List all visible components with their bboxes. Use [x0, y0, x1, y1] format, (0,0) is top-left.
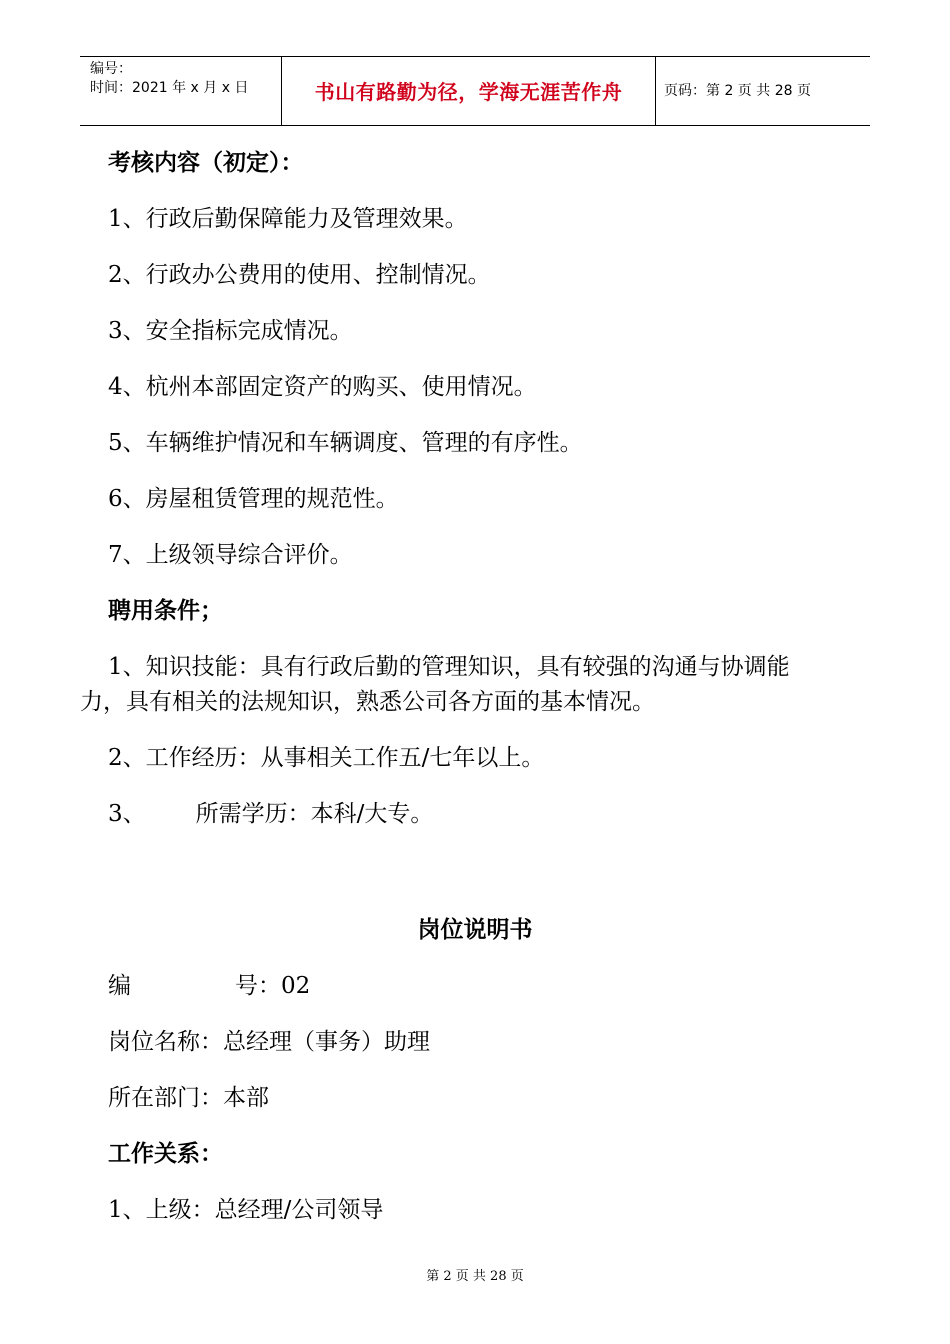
list-item [108, 539, 353, 571]
condition-item [108, 742, 544, 774]
item-text: 、安全指标完成情况。 [122, 318, 353, 344]
item-number: 3 [108, 318, 123, 344]
item-text: 、房屋租赁管理的规范性。 [122, 486, 399, 512]
department-row [108, 1082, 269, 1114]
condition-item [108, 798, 433, 830]
work-relations-heading: 工作关系： [108, 1141, 223, 1167]
item-number: 3 [108, 801, 123, 827]
item-text: 、车辆维护情况和车辆调度、管理的有序性。 [122, 430, 583, 456]
item-separator: 、 [122, 801, 146, 827]
item-text: 、工作经历：从事相关工作五/七年以上。 [122, 745, 545, 771]
item-number: 7 [108, 542, 123, 568]
item-number: 1 [108, 654, 123, 680]
item-text: 、行政后勤保障能力及管理效果。 [122, 206, 468, 232]
list-item [108, 371, 537, 403]
list-item [108, 483, 399, 515]
page-header [80, 56, 870, 126]
assessment-heading: 考核内容（初定）： [108, 150, 304, 176]
condition-item-line2: 力，具有相关的法规知识，熟悉公司各方面的基本情况。 [80, 689, 655, 715]
job-description-title: 岗位说明书 [417, 917, 533, 943]
hiring-conditions-heading: 聘用条件； [108, 598, 223, 624]
document-time: 时间：2021 年 x 月 x 日 [90, 80, 249, 96]
position-value: 总经理（事务）助理 [223, 1029, 430, 1055]
item-text: 、行政办公费用的使用、控制情况。 [122, 262, 491, 288]
relation-item [108, 1194, 383, 1226]
item-number: 1 [108, 1197, 123, 1223]
item-text: 、知识技能：具有行政后勤的管理知识，具有较强的沟通与协调能 [122, 654, 790, 680]
item-number: 5 [108, 430, 123, 456]
page-footer: 第 2 页 共 28 页 [426, 1269, 524, 1284]
item-number: 6 [108, 486, 123, 512]
document-number-label: 编号： [90, 61, 132, 77]
item-number: 2 [108, 745, 123, 771]
position-label: 岗位名称： [108, 1029, 223, 1055]
list-item [108, 427, 583, 459]
header-motto: 书山有路勤为径，学海无涯苦作舟 [314, 80, 623, 104]
condition-item-line1 [108, 651, 790, 683]
department-value: 本部 [223, 1085, 269, 1111]
item-number: 4 [108, 374, 123, 400]
department-label: 所在部门： [108, 1085, 223, 1111]
item-text: 所需学历：本科/大专。 [195, 801, 434, 827]
job-number-row [108, 970, 310, 1002]
header-motto-cell [281, 57, 656, 125]
position-name-row [108, 1026, 430, 1058]
item-text: 、上级：总经理/公司领导 [122, 1197, 384, 1223]
list-item [108, 315, 353, 347]
item-text: 、杭州本部固定资产的购买、使用情况。 [122, 374, 537, 400]
item-text: 、上级领导综合评价。 [122, 542, 353, 568]
item-number: 2 [108, 262, 123, 288]
list-item [108, 259, 491, 291]
job-number-label-b: 号： [235, 973, 281, 999]
job-number-value: 02 [281, 973, 311, 999]
list-item [108, 203, 468, 235]
header-page-info: 页码：第 2 页 共 28 页 [664, 83, 811, 99]
job-number-label-a: 编 [108, 973, 131, 999]
item-number: 1 [108, 206, 123, 232]
header-page-cell [655, 57, 870, 125]
header-meta [80, 57, 280, 125]
